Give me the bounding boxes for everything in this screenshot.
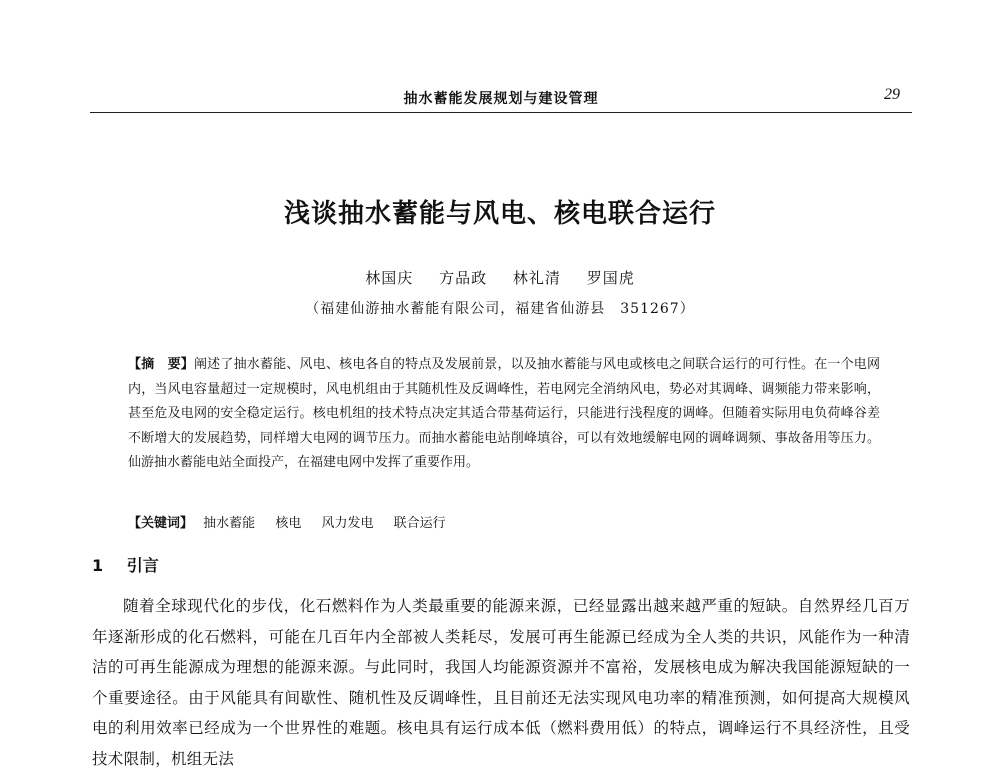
keywords-label: 【关键词】: [128, 516, 194, 531]
page-number: 29: [884, 86, 900, 103]
author-name: 林礼清: [512, 269, 561, 287]
abstract-label: 【摘 要】: [128, 357, 194, 372]
section-title: 引言: [126, 556, 159, 575]
section-heading: [92, 553, 159, 576]
author-name: 罗国虎: [586, 269, 635, 287]
keyword: 风力发电: [321, 516, 374, 531]
running-header: [90, 84, 912, 113]
author-name: 林国庆: [365, 269, 414, 287]
keyword: 抽水蓄能: [203, 516, 256, 531]
author-list: [0, 267, 1000, 288]
section-number: 1: [92, 556, 104, 575]
journal-section-title: 抽水蓄能发展规划与建设管理: [403, 91, 599, 107]
body-paragraph: 随着全球现代化的步伐，化石燃料作为人类最重要的能源来源，已经显露出越来越严重的短缺。自然界经几百万年逐渐形成的化石燃料，可能在几百年内全部被人类耗尽，发展可再生能源已经成为全人类的共识，风能作为一种清洁的可再生能源成为理想的能源来源。与此同时，我国人均能源资源并不富裕，发展核电成为解决我国能源短缺的一个重要途径。由于风能具有间歇性、随机性及反调峰性，且目前还无法实现风电功率的精准预测，如何提高大规模风电的利用效率已经成为一个世界性的难题。核电具有运行成本低（燃料费用低）的特点，调峰运行不具经济性，且受技术限制，机组无法: [92, 597, 910, 768]
keyword: 核电: [275, 516, 302, 531]
author-affiliation: （福建仙游抽水蓄能有限公司，福建省仙游县 351267）: [305, 301, 695, 317]
keyword: 联合运行: [393, 516, 446, 531]
paper-title: 浅谈抽水蓄能与风电、核电联合运行: [283, 199, 716, 229]
author-name: 方品政: [439, 269, 488, 287]
keywords: [128, 512, 462, 531]
abstract-text: 阐述了抽水蓄能、风电、核电各自的特点及发展前景，以及抽水蓄能与风电或核电之间联合运行的可行性。在一个电网内，当风电容量超过一定规模时，风电机组由于其随机性及反调峰性，若电网完全消纳风电，势必对其调峰、调频能力带来影响，甚至危及电网的安全稳定运行。核电机组的技术特点决定其适合带基荷运行，只能进行浅程度的调峰。但随着实际用电负荷峰谷差不断增大的发展趋势，同样增大电网的调节压力。而抽水蓄能电站削峰填谷，可以有效地缓解电网的调峰调频、事故备用等压力。仙游抽水蓄能电站全面投产，在福建电网中发挥了重要作用。: [128, 357, 880, 470]
abstract: [128, 353, 880, 476]
